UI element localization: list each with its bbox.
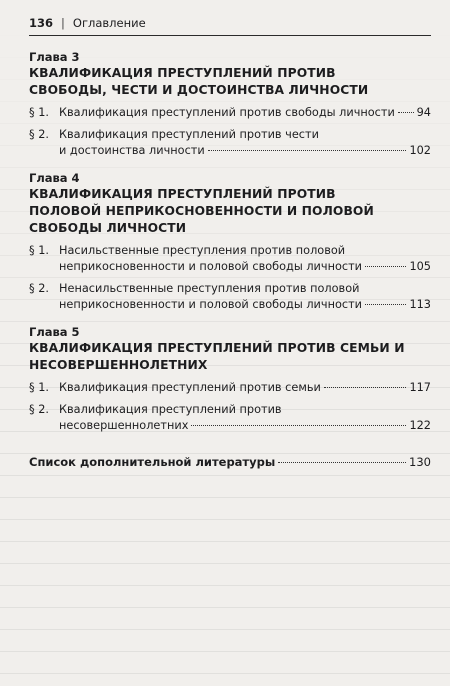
toc-entry[interactable]: [29, 127, 431, 159]
section-title-text: несовершеннолетних: [59, 419, 189, 432]
section-title-last-line: [59, 105, 431, 121]
dot-leader: [398, 112, 414, 113]
chapter-title: КВАЛИФИКАЦИЯ ПРЕСТУПЛЕНИЙ ПРОТИВ СВОБОДЫ, ЧЕСТИ И ДОСТОИНСТВА ЛИЧНОСТИ: [29, 66, 369, 97]
running-title: Оглавление: [72, 16, 146, 30]
section-content: [59, 105, 431, 121]
toc-page: [29, 16, 431, 470]
chapter-title: КВАЛИФИКАЦИЯ ПРЕСТУПЛЕНИЙ ПРОТИВ ПОЛОВОЙ НЕПРИКОСНОВЕННОСТИ И ПОЛОВОЙ СВОБОДЫ ЛИЧНОСТИ: [29, 187, 374, 235]
section-title-last-line: [59, 259, 431, 275]
section-title-line: Квалификация преступлений против чести: [59, 128, 319, 141]
section-title-line: Ненасильственные преступления против половой: [59, 282, 360, 295]
section-marker: § 1.: [29, 244, 50, 257]
section-title-line: Квалификация преступлений против: [59, 403, 282, 416]
section-title-last-line: [59, 418, 431, 434]
section-title-text: и достоинства личности: [59, 144, 205, 157]
toc-entry[interactable]: [29, 243, 431, 275]
toc-entry[interactable]: [29, 105, 431, 121]
chapter-label: Глава 3: [29, 50, 80, 64]
section-title-last-line: [59, 297, 431, 313]
chapter-label: Глава 4: [29, 171, 80, 185]
section-page-number: 102: [409, 144, 431, 157]
section-title-text: Квалификация преступлений против семьи: [59, 381, 321, 394]
section-title-text: Квалификация преступлений против свободы личности: [59, 106, 395, 119]
header-separator: |: [61, 16, 65, 30]
bibliography-page: 130: [409, 455, 431, 469]
dot-leader: [365, 266, 406, 267]
section-marker: § 2.: [29, 403, 50, 416]
dot-leader: [208, 150, 407, 151]
chapter: [29, 50, 431, 159]
section-page-number: 122: [409, 419, 431, 432]
section-title-last-line: [59, 380, 431, 396]
section-content: [59, 281, 431, 313]
section-marker: § 2.: [29, 282, 50, 295]
chapter-title: КВАЛИФИКАЦИЯ ПРЕСТУПЛЕНИЙ ПРОТИВ СЕМЬИ И НЕСОВЕРШЕННОЛЕТНИХ: [29, 341, 405, 372]
toc-entry[interactable]: [29, 402, 431, 434]
section-content: [59, 127, 431, 159]
toc-entry-bibliography[interactable]: [29, 454, 431, 470]
section-marker: § 1.: [29, 106, 50, 119]
chapter: [29, 171, 431, 313]
toc-entry[interactable]: [29, 380, 431, 396]
section-content: [59, 243, 431, 275]
chapter-label: Глава 5: [29, 325, 80, 339]
section-title-last-line: [59, 143, 431, 159]
dot-leader: [365, 304, 406, 305]
running-header: [29, 16, 431, 36]
section-page-number: 94: [416, 106, 431, 119]
dot-leader: [278, 462, 406, 463]
section-title-line: Насильственные преступления против половой: [59, 244, 346, 257]
chapter-list: [29, 50, 431, 434]
section-page-number: 105: [409, 260, 431, 273]
dot-leader: [191, 425, 406, 426]
section-page-number: 113: [409, 298, 431, 311]
section-content: [59, 380, 431, 396]
dot-leader: [324, 387, 407, 388]
page-number: 136: [29, 16, 54, 30]
bibliography-title: Список дополнительной литературы: [29, 455, 276, 469]
section-page-number: 117: [409, 381, 431, 394]
chapter: [29, 325, 431, 434]
section-marker: § 1.: [29, 381, 50, 394]
section-marker: § 2.: [29, 128, 50, 141]
section-content: [59, 402, 431, 434]
toc-entry[interactable]: [29, 281, 431, 313]
section-title-text: неприкосновенности и половой свободы личности: [59, 298, 363, 311]
section-title-text: неприкосновенности и половой свободы личности: [59, 260, 363, 273]
